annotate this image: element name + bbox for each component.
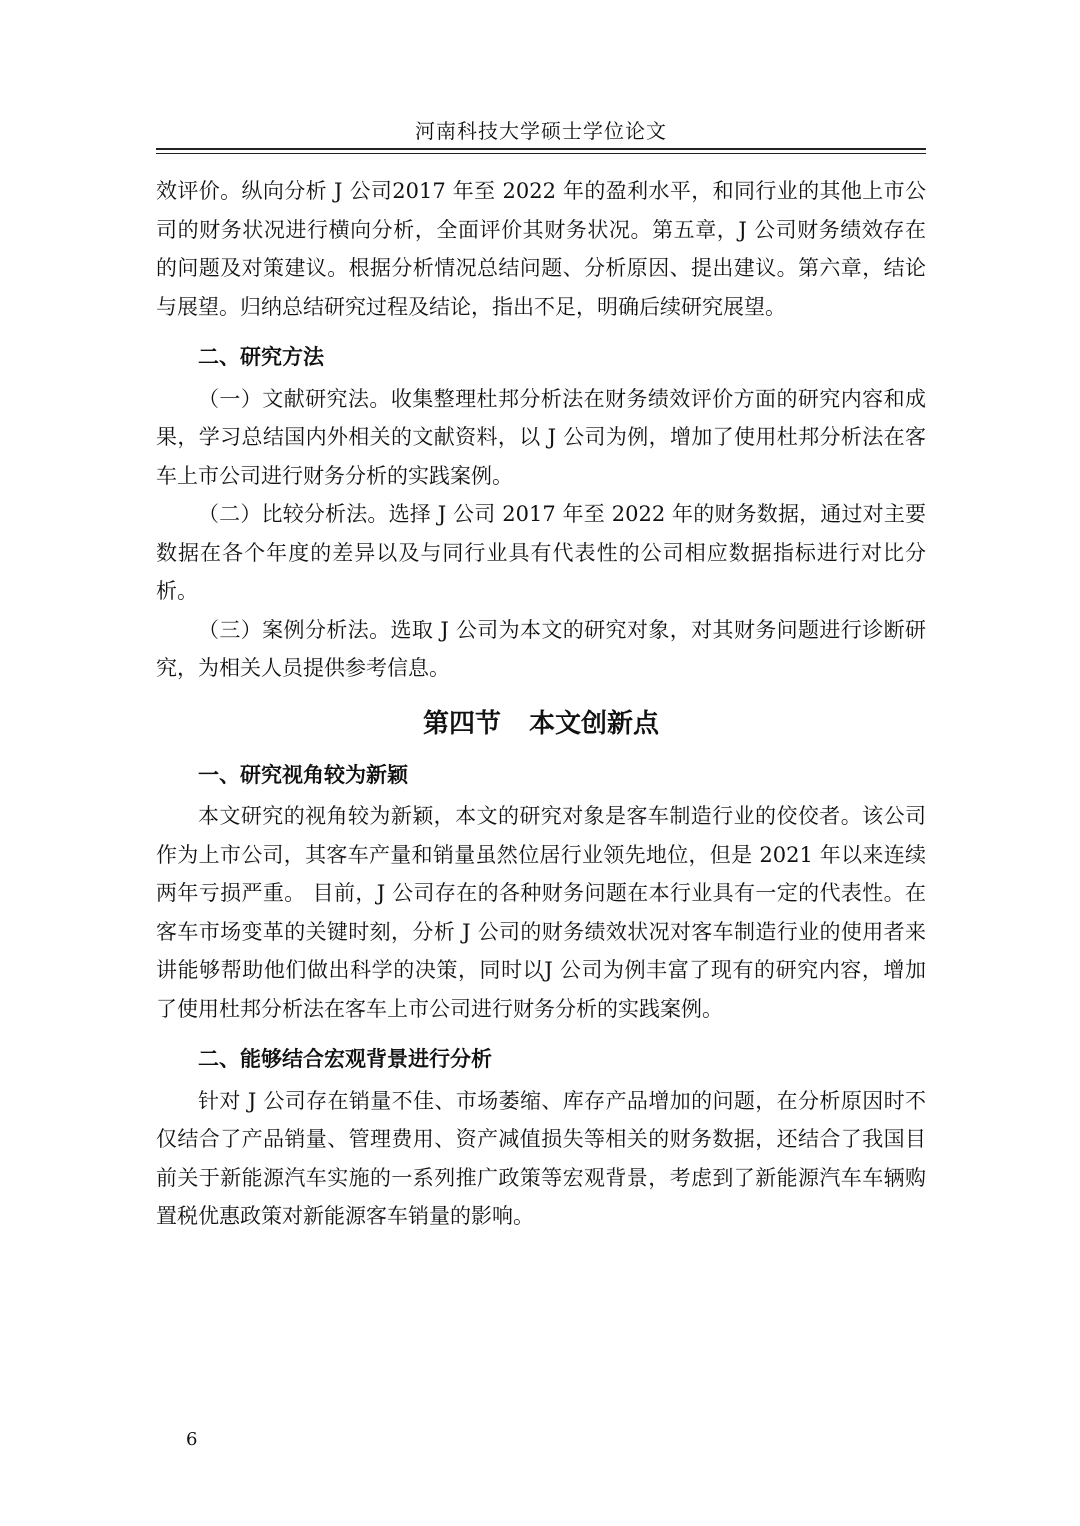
page-number: 6	[186, 1429, 198, 1450]
methods-heading: 二、研究方法	[198, 344, 324, 369]
running-header: 河南科技大学硕士学位论文	[415, 119, 667, 143]
section-title	[156, 704, 926, 744]
innovation-2-paragraph: 针对 J 公司存在销量不佳、市场萎缩、库存产品增加的问题，在分析原因时不仅结合了产品销量、管理费用、资产减值损失等相关的财务数据，还结合了我国目前关于新能源汽车实施的一系列推广政策等宏观背景，考虑到了新能源汽车车辆购置税优惠政策对新能源客车销量的影响。	[156, 1088, 926, 1228]
header-rule-thick	[156, 148, 926, 150]
innovation-2-heading: 二、能够结合宏观背景进行分析	[198, 1046, 492, 1071]
method-literature-paragraph: （一）文献研究法。收集整理杜邦分析法在财务绩效评价方面的研究内容和成果，学习总结国内外相关的文献资料，以 J 公司为例，增加了使用杜邦分析法在客车上市公司进行财务分析的实践案例。	[156, 386, 926, 488]
section-number: 第四节	[422, 708, 501, 739]
section-name: 本文创新点	[529, 708, 660, 739]
header-rule-thin	[156, 153, 926, 154]
intro-paragraph: 效评价。纵向分析 J 公司2017 年至 2022 年的盈利水平，和同行业的其他上市公司的财务状况进行横向分析，全面评价其财务状况。第五章，J 公司财务绩效存在的问题及对策建议。根据分析情况总结问题、分析原因、提出建议。第六章，结论与展望。归纳总结研究过程及结论，指出不足，明确后续研究展望。	[156, 179, 926, 319]
innovation-1-heading: 一、研究视角较为新颖	[198, 761, 408, 787]
page-body	[156, 172, 926, 1236]
method-case-paragraph: （三）案例分析法。选取 J 公司为本文的研究对象，对其财务问题进行诊断研究，为相关人员提供参考信息。	[156, 617, 926, 680]
method-comparison-paragraph: （二）比较分析法。选择 J 公司 2017 年至 2022 年的财务数据，通过对主要数据在各个年度的差异以及与同行业具有代表性的公司相应数据指标进行对比分析。	[156, 502, 926, 603]
innovation-1-paragraph: 本文研究的视角较为新颖，本文的研究对象是客车制造行业的佼佼者。该公司作为上市公司，其客车产量和销量虽然位居行业领先地位，但是 2021 年以来连续两年亏损严重。 目前，J 公司存在的各种财务问题在本行业具有一定的代表性。在客车市场变革的关键时刻，分析 J 公司的财务绩效状况对客车制造行业的使用者来讲能够帮助他们做出科学的决策，同时以J 公司为例丰富了现有的研究内容，增加了使用杜邦分析法在客车上市公司进行财务分析的实践案例。	[156, 804, 926, 1021]
